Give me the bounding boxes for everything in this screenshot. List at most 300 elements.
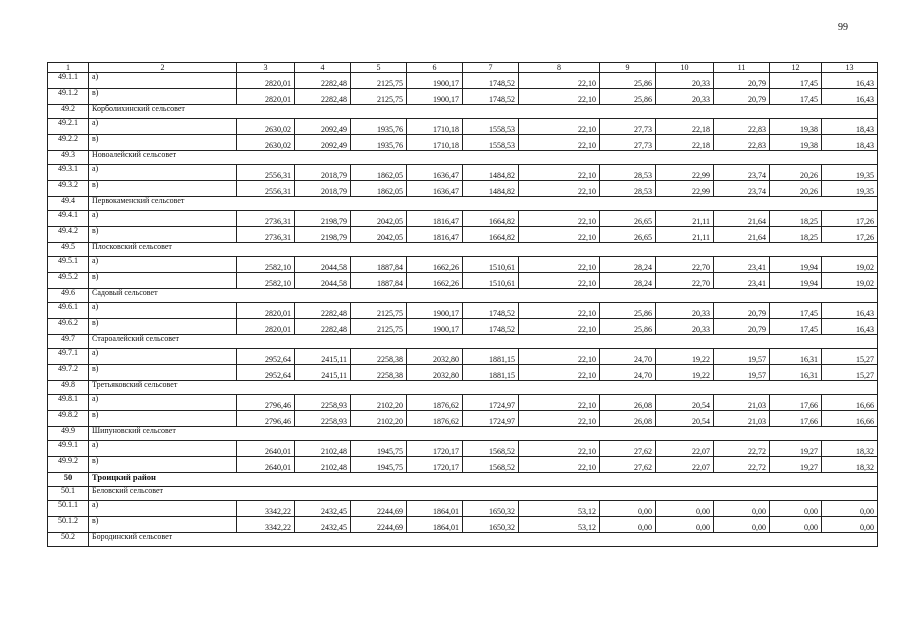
value-cell: 1816,47 (407, 211, 463, 227)
value-cell: 53,12 (519, 517, 600, 533)
value-cell: 21,03 (714, 395, 770, 411)
row-variant-label: а) (89, 165, 237, 181)
value-cell: 1876,62 (407, 411, 463, 427)
row-variant-label: в) (89, 135, 237, 151)
row-code: 49.5.2 (48, 273, 89, 289)
value-cell: 19,38 (770, 119, 822, 135)
row-variant-label: в) (89, 517, 237, 533)
value-cell: 1900,17 (407, 303, 463, 319)
value-cell: 19,94 (770, 273, 822, 289)
value-cell: 22,10 (519, 273, 600, 289)
value-cell: 1650,32 (463, 501, 519, 517)
table-row (48, 303, 878, 319)
value-cell: 2736,31 (237, 227, 295, 243)
value-cell: 1900,17 (407, 89, 463, 105)
value-cell: 26,65 (600, 227, 656, 243)
value-cell: 2258,38 (351, 349, 407, 365)
row-code: 49.9 (48, 427, 89, 441)
column-number-cell: 7 (463, 63, 519, 73)
settlement-name: Корболихинский сельсовет (89, 105, 878, 119)
value-cell: 22,10 (519, 457, 600, 473)
row-code: 49.3 (48, 151, 89, 165)
row-code: 49.8.2 (48, 411, 89, 427)
value-cell: 1558,53 (463, 135, 519, 151)
value-cell: 1748,52 (463, 319, 519, 335)
value-cell: 2820,01 (237, 73, 295, 89)
value-cell: 2556,31 (237, 165, 295, 181)
value-cell: 16,31 (770, 349, 822, 365)
value-cell: 1887,84 (351, 257, 407, 273)
value-cell: 1558,53 (463, 119, 519, 135)
value-cell: 1568,52 (463, 441, 519, 457)
value-cell: 17,26 (822, 211, 878, 227)
settlement-row (48, 105, 878, 119)
value-cell: 17,66 (770, 395, 822, 411)
value-cell: 1636,47 (407, 181, 463, 197)
value-cell: 26,08 (600, 395, 656, 411)
row-variant-label: а) (89, 303, 237, 319)
value-cell: 2018,79 (295, 165, 351, 181)
district-name: Троицкий район (89, 473, 878, 487)
table-row (48, 89, 878, 105)
row-code: 49.2.2 (48, 135, 89, 151)
value-cell: 1664,82 (463, 227, 519, 243)
value-cell: 1900,17 (407, 319, 463, 335)
value-cell: 2796,46 (237, 411, 295, 427)
row-code: 49.3.2 (48, 181, 89, 197)
row-code: 49.7 (48, 335, 89, 349)
value-cell: 1864,01 (407, 517, 463, 533)
row-code: 50.1.1 (48, 501, 89, 517)
value-cell: 2258,93 (295, 395, 351, 411)
column-number-cell: 3 (237, 63, 295, 73)
value-cell: 2044,58 (295, 273, 351, 289)
column-number-cell: 6 (407, 63, 463, 73)
column-number-cell: 2 (89, 63, 237, 73)
column-number-cell: 12 (770, 63, 822, 73)
value-cell: 2432,45 (295, 517, 351, 533)
value-cell: 27,73 (600, 135, 656, 151)
value-cell: 19,02 (822, 273, 878, 289)
value-cell: 15,27 (822, 365, 878, 381)
value-cell: 2258,93 (295, 411, 351, 427)
table-row (48, 319, 878, 335)
value-cell: 0,00 (822, 517, 878, 533)
column-number-header (48, 63, 878, 73)
row-variant-label: в) (89, 273, 237, 289)
row-code: 49.2.1 (48, 119, 89, 135)
value-cell: 20,26 (770, 181, 822, 197)
row-variant-label: а) (89, 211, 237, 227)
row-code: 49.9.1 (48, 441, 89, 457)
value-cell: 21,03 (714, 411, 770, 427)
settlement-row (48, 243, 878, 257)
value-cell: 1935,76 (351, 135, 407, 151)
value-cell: 22,10 (519, 349, 600, 365)
value-cell: 1650,32 (463, 517, 519, 533)
value-cell: 22,10 (519, 319, 600, 335)
row-code: 49.6.1 (48, 303, 89, 319)
row-code: 49.4 (48, 197, 89, 211)
value-cell: 27,62 (600, 441, 656, 457)
value-cell: 20,33 (656, 73, 714, 89)
value-cell: 2042,05 (351, 211, 407, 227)
value-cell: 2952,64 (237, 365, 295, 381)
row-variant-label: а) (89, 257, 237, 273)
value-cell: 22,83 (714, 135, 770, 151)
value-cell: 16,66 (822, 411, 878, 427)
value-cell: 2198,79 (295, 211, 351, 227)
value-cell: 2432,45 (295, 501, 351, 517)
value-cell: 16,43 (822, 89, 878, 105)
value-cell: 1887,84 (351, 273, 407, 289)
value-cell: 0,00 (600, 501, 656, 517)
value-cell: 17,26 (822, 227, 878, 243)
value-cell: 1662,26 (407, 257, 463, 273)
value-cell: 1881,15 (463, 349, 519, 365)
column-number-cell: 10 (656, 63, 714, 73)
value-cell: 1510,61 (463, 273, 519, 289)
settlement-name: Бородинский сельсовет (89, 533, 878, 547)
value-cell: 2582,10 (237, 257, 295, 273)
value-cell: 25,86 (600, 319, 656, 335)
value-cell: 2820,01 (237, 89, 295, 105)
value-cell: 22,10 (519, 411, 600, 427)
value-cell: 21,11 (656, 211, 714, 227)
value-cell: 3342,22 (237, 517, 295, 533)
value-cell: 0,00 (822, 501, 878, 517)
value-cell: 22,10 (519, 181, 600, 197)
column-number-cell: 11 (714, 63, 770, 73)
row-variant-label: в) (89, 89, 237, 105)
value-cell: 2736,31 (237, 211, 295, 227)
value-cell: 22,10 (519, 211, 600, 227)
value-cell: 1945,75 (351, 457, 407, 473)
value-cell: 22,10 (519, 365, 600, 381)
column-number-cell: 13 (822, 63, 878, 73)
settlement-name: Садовый сельсовет (89, 289, 878, 303)
row-code: 49.3.1 (48, 165, 89, 181)
value-cell: 2102,48 (295, 441, 351, 457)
value-cell: 25,86 (600, 73, 656, 89)
value-cell: 23,41 (714, 273, 770, 289)
value-cell: 2415,11 (295, 349, 351, 365)
value-cell: 22,72 (714, 457, 770, 473)
settlement-row (48, 289, 878, 303)
table-body (48, 63, 878, 547)
row-code: 49.8.1 (48, 395, 89, 411)
value-cell: 18,43 (822, 135, 878, 151)
settlement-name: Плосковский сельсовет (89, 243, 878, 257)
value-cell: 1484,82 (463, 165, 519, 181)
row-code: 49.2 (48, 105, 89, 119)
value-cell: 22,99 (656, 165, 714, 181)
value-cell: 1862,05 (351, 181, 407, 197)
value-cell: 2198,79 (295, 227, 351, 243)
value-cell: 2044,58 (295, 257, 351, 273)
column-number-cell: 4 (295, 63, 351, 73)
settlement-name: Староалейский сельсовет (89, 335, 878, 349)
value-cell: 1724,97 (463, 411, 519, 427)
settlement-row (48, 151, 878, 165)
value-cell: 1720,17 (407, 457, 463, 473)
value-cell: 22,70 (656, 273, 714, 289)
column-number-cell: 8 (519, 63, 600, 73)
table-row (48, 365, 878, 381)
value-cell: 25,86 (600, 303, 656, 319)
value-cell: 2640,01 (237, 457, 295, 473)
value-cell: 16,43 (822, 303, 878, 319)
value-cell: 20,54 (656, 411, 714, 427)
value-cell: 2952,64 (237, 349, 295, 365)
page-number: 99 (838, 22, 848, 33)
settlement-row (48, 197, 878, 211)
table-row (48, 119, 878, 135)
settlement-name: Новоалейский сельсовет (89, 151, 878, 165)
value-cell: 16,66 (822, 395, 878, 411)
value-cell: 53,12 (519, 501, 600, 517)
value-cell: 16,43 (822, 319, 878, 335)
table-row (48, 211, 878, 227)
settlement-row (48, 487, 878, 501)
value-cell: 0,00 (714, 517, 770, 533)
value-cell: 1876,62 (407, 395, 463, 411)
row-code: 49.6 (48, 289, 89, 303)
value-cell: 2630,02 (237, 119, 295, 135)
value-cell: 2018,79 (295, 181, 351, 197)
value-cell: 22,10 (519, 119, 600, 135)
value-cell: 27,62 (600, 457, 656, 473)
value-cell: 19,27 (770, 441, 822, 457)
value-cell: 2282,48 (295, 89, 351, 105)
value-cell: 22,07 (656, 457, 714, 473)
value-cell: 22,70 (656, 257, 714, 273)
value-cell: 17,45 (770, 319, 822, 335)
value-cell: 1881,15 (463, 365, 519, 381)
value-cell: 19,22 (656, 365, 714, 381)
value-cell: 22,18 (656, 119, 714, 135)
value-cell: 18,25 (770, 227, 822, 243)
settlement-name: Шипуновский сельсовет (89, 427, 878, 441)
settlement-row (48, 427, 878, 441)
row-code: 49.1.1 (48, 73, 89, 89)
value-cell: 15,27 (822, 349, 878, 365)
table-row (48, 501, 878, 517)
value-cell: 17,45 (770, 89, 822, 105)
row-variant-label: в) (89, 411, 237, 427)
value-cell: 0,00 (600, 517, 656, 533)
value-cell: 19,94 (770, 257, 822, 273)
value-cell: 2820,01 (237, 303, 295, 319)
value-cell: 1748,52 (463, 73, 519, 89)
value-cell: 2032,80 (407, 365, 463, 381)
value-cell: 2125,75 (351, 303, 407, 319)
value-cell: 19,35 (822, 165, 878, 181)
district-row (48, 473, 878, 487)
value-cell: 1636,47 (407, 165, 463, 181)
value-cell: 2582,10 (237, 273, 295, 289)
row-code: 49.6.2 (48, 319, 89, 335)
value-cell: 20,79 (714, 303, 770, 319)
value-cell: 26,08 (600, 411, 656, 427)
value-cell: 19,35 (822, 181, 878, 197)
value-cell: 1484,82 (463, 181, 519, 197)
column-number-cell: 1 (48, 63, 89, 73)
value-cell: 20,26 (770, 165, 822, 181)
table-row (48, 349, 878, 365)
value-cell: 22,72 (714, 441, 770, 457)
value-cell: 22,10 (519, 165, 600, 181)
row-code: 50 (48, 473, 89, 487)
settlement-name: Первокаменский сельсовет (89, 197, 878, 211)
value-cell: 22,10 (519, 227, 600, 243)
value-cell: 0,00 (770, 517, 822, 533)
value-cell: 21,11 (656, 227, 714, 243)
value-cell: 17,45 (770, 303, 822, 319)
row-code: 49.9.2 (48, 457, 89, 473)
value-cell: 2556,31 (237, 181, 295, 197)
table-row (48, 181, 878, 197)
row-code: 50.1.2 (48, 517, 89, 533)
value-cell: 2796,46 (237, 395, 295, 411)
value-cell: 20,79 (714, 73, 770, 89)
row-variant-label: в) (89, 227, 237, 243)
value-cell: 1568,52 (463, 457, 519, 473)
settlement-name: Беловский сельсовет (89, 487, 878, 501)
value-cell: 2125,75 (351, 89, 407, 105)
value-cell: 20,79 (714, 89, 770, 105)
value-cell: 23,74 (714, 165, 770, 181)
row-variant-label: в) (89, 457, 237, 473)
value-cell: 23,74 (714, 181, 770, 197)
value-cell: 20,33 (656, 303, 714, 319)
value-cell: 20,79 (714, 319, 770, 335)
value-cell: 2032,80 (407, 349, 463, 365)
value-cell: 1864,01 (407, 501, 463, 517)
value-cell: 2282,48 (295, 319, 351, 335)
value-cell: 22,07 (656, 441, 714, 457)
value-cell: 1748,52 (463, 303, 519, 319)
value-cell: 22,10 (519, 135, 600, 151)
row-code: 49.5 (48, 243, 89, 257)
value-cell: 16,31 (770, 365, 822, 381)
row-code: 49.4.2 (48, 227, 89, 243)
value-cell: 2282,48 (295, 303, 351, 319)
table-row (48, 441, 878, 457)
value-cell: 21,64 (714, 211, 770, 227)
value-cell: 2042,05 (351, 227, 407, 243)
value-cell: 2244,69 (351, 501, 407, 517)
value-cell: 2630,02 (237, 135, 295, 151)
value-cell: 18,32 (822, 441, 878, 457)
value-cell: 17,45 (770, 73, 822, 89)
value-cell: 20,33 (656, 319, 714, 335)
row-variant-label: а) (89, 119, 237, 135)
row-code: 49.1.2 (48, 89, 89, 105)
row-variant-label: а) (89, 73, 237, 89)
value-cell: 2092,49 (295, 119, 351, 135)
table-row (48, 395, 878, 411)
value-cell: 1900,17 (407, 73, 463, 89)
row-code: 49.8 (48, 381, 89, 395)
value-cell: 27,73 (600, 119, 656, 135)
value-cell: 19,22 (656, 349, 714, 365)
value-cell: 22,10 (519, 257, 600, 273)
table-row (48, 457, 878, 473)
table-row (48, 411, 878, 427)
value-cell: 19,27 (770, 457, 822, 473)
value-cell: 1664,82 (463, 211, 519, 227)
value-cell: 2282,48 (295, 73, 351, 89)
value-cell: 1662,26 (407, 273, 463, 289)
row-code: 50.2 (48, 533, 89, 547)
value-cell: 22,10 (519, 89, 600, 105)
value-cell: 2102,20 (351, 411, 407, 427)
value-cell: 22,18 (656, 135, 714, 151)
settlement-name: Третьяковский сельсовет (89, 381, 878, 395)
value-cell: 1510,61 (463, 257, 519, 273)
value-cell: 2125,75 (351, 319, 407, 335)
value-cell: 22,99 (656, 181, 714, 197)
value-cell: 2820,01 (237, 319, 295, 335)
row-variant-label: а) (89, 501, 237, 517)
value-cell: 1748,52 (463, 89, 519, 105)
value-cell: 1720,17 (407, 441, 463, 457)
value-cell: 16,43 (822, 73, 878, 89)
value-cell: 2258,38 (351, 365, 407, 381)
row-code: 49.4.1 (48, 211, 89, 227)
column-number-cell: 9 (600, 63, 656, 73)
row-variant-label: а) (89, 395, 237, 411)
value-cell: 2092,49 (295, 135, 351, 151)
row-variant-label: в) (89, 319, 237, 335)
value-cell: 24,70 (600, 365, 656, 381)
row-variant-label: а) (89, 441, 237, 457)
column-number-cell: 5 (351, 63, 407, 73)
value-cell: 1816,47 (407, 227, 463, 243)
row-code: 49.7.1 (48, 349, 89, 365)
value-cell: 2415,11 (295, 365, 351, 381)
value-cell: 20,33 (656, 89, 714, 105)
value-cell: 28,53 (600, 165, 656, 181)
value-cell: 0,00 (770, 501, 822, 517)
table-row (48, 517, 878, 533)
value-cell: 19,57 (714, 365, 770, 381)
value-cell: 22,10 (519, 303, 600, 319)
value-cell: 0,00 (656, 517, 714, 533)
row-variant-label: а) (89, 349, 237, 365)
table-row (48, 273, 878, 289)
value-cell: 19,02 (822, 257, 878, 273)
table-row (48, 257, 878, 273)
value-cell: 2640,01 (237, 441, 295, 457)
value-cell: 2125,75 (351, 73, 407, 89)
value-cell: 1724,97 (463, 395, 519, 411)
tariff-table (47, 62, 878, 547)
value-cell: 23,41 (714, 257, 770, 273)
value-cell: 0,00 (656, 501, 714, 517)
value-cell: 17,66 (770, 411, 822, 427)
value-cell: 22,10 (519, 441, 600, 457)
row-variant-label: в) (89, 181, 237, 197)
value-cell: 22,83 (714, 119, 770, 135)
value-cell: 28,53 (600, 181, 656, 197)
settlement-row (48, 533, 878, 547)
value-cell: 3342,22 (237, 501, 295, 517)
row-code: 49.7.2 (48, 365, 89, 381)
value-cell: 1862,05 (351, 165, 407, 181)
settlement-row (48, 381, 878, 395)
